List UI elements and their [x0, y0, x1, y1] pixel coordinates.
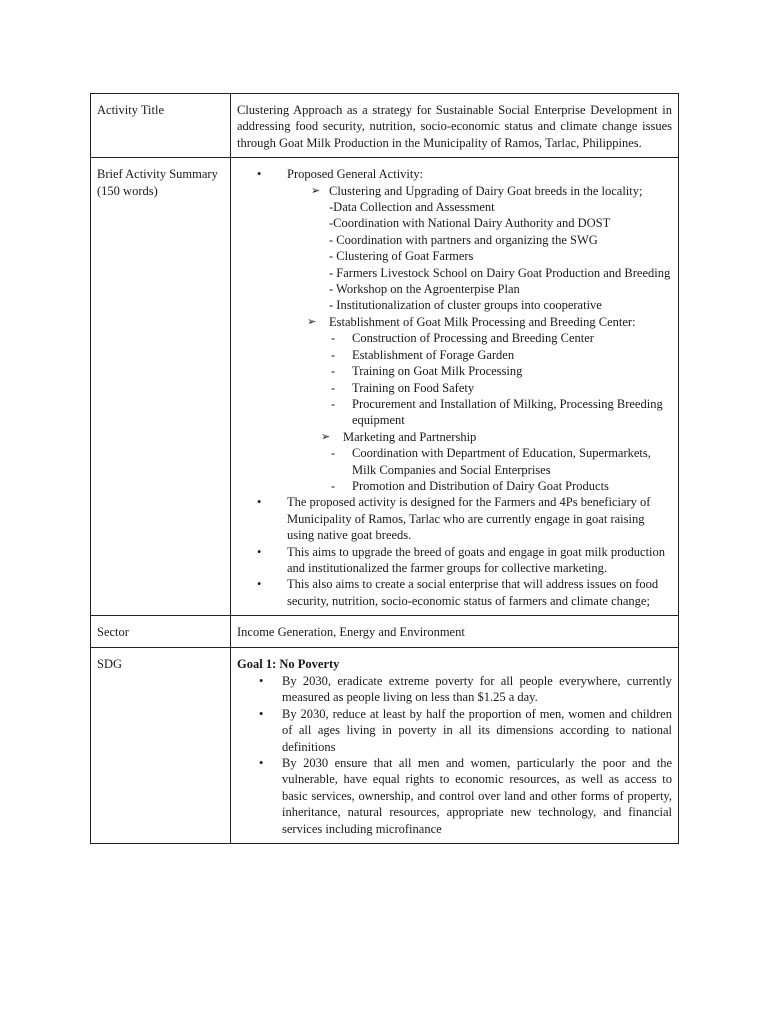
establishment-heading: ➢ Establishment of Goat Milk Processing and Breeding Center: [237, 314, 672, 330]
list-item: • Proposed General Activity: [237, 166, 672, 182]
list-item: - Clustering of Goat Farmers [329, 249, 474, 264]
list-item: - Training on Goat Milk Processing [237, 363, 672, 379]
list-item: -Data Collection and Assessment [329, 200, 495, 215]
list-item: - Training on Food Safety [237, 380, 672, 396]
sdg-content [231, 647, 679, 843]
sdg-label: SDG [91, 647, 231, 843]
activity-title-label: Activity Title [91, 94, 231, 158]
list-item: -Coordination with National Dairy Authority and DOST [329, 216, 611, 231]
list-item: - Establishment of Forage Garden [237, 347, 672, 363]
list-item: • This also aims to create a social enterprise that will address issues on food security, nutrition, socio-economic status of farmers and climate change; [237, 576, 672, 609]
list-item: - Promotion and Distribution of Dairy Goat Products [237, 478, 672, 494]
table-row [91, 616, 679, 647]
list-item: - Coordination with Department of Education, Supermarkets, Milk Companies and Social Enterprises [237, 445, 672, 478]
table-row [91, 94, 679, 158]
activity-title-text: Clustering Approach as a strategy for Sustainable Social Enterprise Development in addressing food security, nutrition, socio-economic status and climate change issues through Goat Milk Production in the Municipality of Ramos, Tarlac, Philippines. [231, 94, 679, 158]
list-item: • By 2030, eradicate extreme poverty for all people everywhere, currently measured as people living on less than $1.25 a day. [237, 673, 672, 706]
clustering-heading: ➢ Clustering and Upgrading of Dairy Goat breeds in the locality; [237, 183, 672, 199]
table-row [91, 647, 679, 843]
sdg-goal-heading: Goal 1: No Poverty [237, 656, 340, 671]
list-item: • The proposed activity is designed for the Farmers and 4Ps beneficiary of Municipality of Ramos, Tarlac who are currently engage in goat raising using native goat breeds. [237, 494, 672, 543]
list-item: - Construction of Processing and Breeding Center [237, 330, 672, 346]
list-item: - Farmers Livestock School on Dairy Goat Production and Breeding [329, 265, 671, 280]
sector-text: Income Generation, Energy and Environment [231, 616, 679, 647]
list-item: • This aims to upgrade the breed of goats and engage in goat milk production and institutionalized the farmer groups for collective marketing. [237, 544, 672, 577]
summary-content [231, 158, 679, 616]
activity-table [90, 93, 679, 844]
list-item: - Institutionalization of cluster groups into cooperative [329, 298, 602, 313]
list-item: • By 2030 ensure that all men and women, particularly the poor and the vulnerable, have equal rights to economic resources, as well as access to basic services, ownership, and control over land and other forms of property, inheritance, natural resources, appropriate new technology, and financial services including microfinance [237, 755, 672, 837]
table-row [91, 158, 679, 616]
list-item: - Procurement and Installation of Milking, Processing Breeding equipment [237, 396, 672, 429]
list-item: - Coordination with partners and organizing the SWG [329, 232, 598, 247]
summary-label: Brief Activity Summary (150 words) [91, 158, 231, 616]
list-item: - Workshop on the Agroenterpise Plan [329, 282, 520, 297]
list-item: • By 2030, reduce at least by half the proportion of men, women and children of all ages living in poverty in all its dimensions according to national definitions [237, 706, 672, 755]
sector-label: Sector [91, 616, 231, 647]
marketing-heading: ➢ Marketing and Partnership [237, 429, 672, 445]
